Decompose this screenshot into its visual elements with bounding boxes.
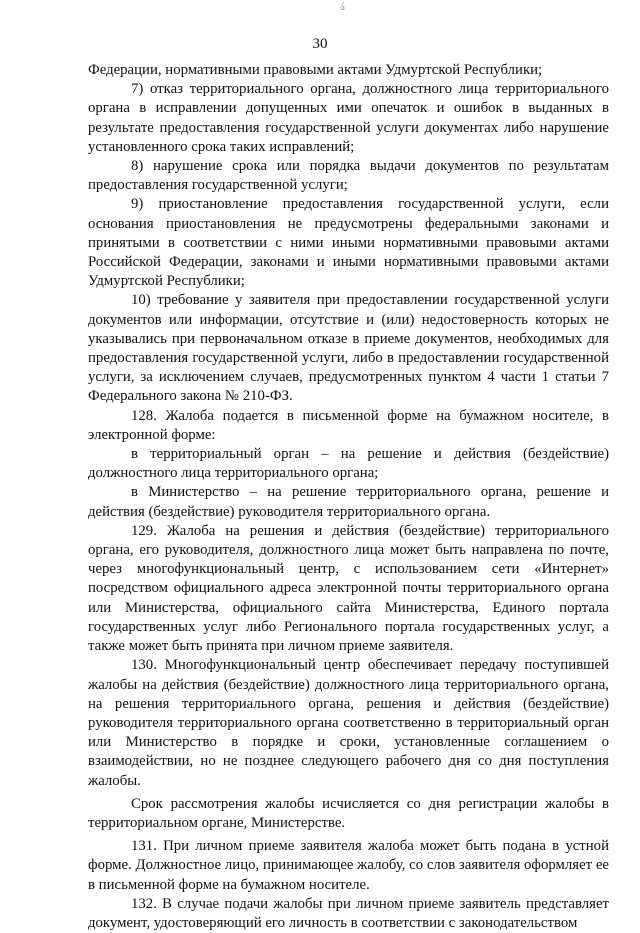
paragraph-continuation: Федерации, нормативными правовыми актами Удмуртской Республики; — [88, 62, 543, 78]
paragraph-130-term: Срок рассмотрения жалобы исчисляется со дня регистрации жалобы в территориальном органе, Министерстве. — [88, 795, 609, 831]
paragraph-131: 131. При личном приеме заявителя жалоба может быть подана в устной форме. Должностное лицо, принимающее жалобу, со слов заявителя оформляет ее в письменной форме на бумажном носителе. — [88, 838, 609, 893]
paragraph-129: 129. Жалоба на решения и действия (бездействие) территориального органа, его руководителя, должностного лица может быть направлена по почте, через многофункциональный центр, с использованием сети «Интернет» посредством официального адреса электронной почты территориального органа или Министерства, официального сайта Министерства, Единого портала государственных услуг либо Регионального портала государственных услуг, а также может быть принята при личном приеме заявителя. — [88, 522, 609, 655]
paragraph-132: 132. В случае подачи жалобы при личном приеме заявитель представляет документ, удостоверяющий его личность в соответствии с законодательством — [88, 895, 609, 931]
page-number: 30 — [312, 36, 328, 52]
paragraph-item-9: 9) приостановление предоставления государственной услуги, если основания приостановления не предусмотрены федеральными законами и принятыми в соответствии с ними иными нормативными правовыми актами Российской Федерации, законами и иными нормативными правовыми актами Удмуртской Республики; — [88, 196, 609, 290]
paragraph-128: 128. Жалоба подается в письменной форме на бумажном носителе, в электронной форме: — [88, 407, 609, 443]
document-body — [88, 61, 609, 933]
paragraph-item-8: 8) нарушение срока или порядка выдачи документов по результатам предоставления государственной услуги; — [88, 158, 609, 194]
scan-artifact: ა́ — [340, 2, 344, 12]
paragraph-128-ministry: в Министерство – на решение территориального органа, решение и действия (бездействие) руководителя территориального органа. — [88, 484, 609, 520]
paragraph-item-7: 7) отказ территориального органа, должностного лица территориального органа в исправлении допущенных ими опечаток и ошибок в выданных в результате предоставления государственной услуги документах либо нарушение установленного срока таких исправлений; — [88, 81, 609, 155]
paragraph-128-territorial: в территориальный орган – на решение и действия (бездействие) должностного лица территориального органа; — [88, 446, 609, 482]
paragraph-130: 130. Многофункциональный центр обеспечивает передачу поступившей жалобы на действия (бездействие) должностного лица территориального органа, на решения территориального органа, решения и действия (бездействие) руководителя территориального органа соответственно в территориальный орган или Министерство в порядке и сроки, установленные соглашением о взаимодействии, но не позднее следующего рабочего дня со дня поступления жалобы. — [88, 657, 609, 789]
paragraph-item-10: 10) требование у заявителя при предоставлении государственной услуги документов или информации, отсутствие и (или) недостоверность которых не указывались при первоначальном отказе в приеме документов, необходимых для предоставления государственной услуги, либо в предоставлении государственной услуги, за исключением случаев, предусмотренных пунктом 4 части 1 статьи 7 Федерального закона № 210-ФЗ. — [88, 292, 609, 405]
